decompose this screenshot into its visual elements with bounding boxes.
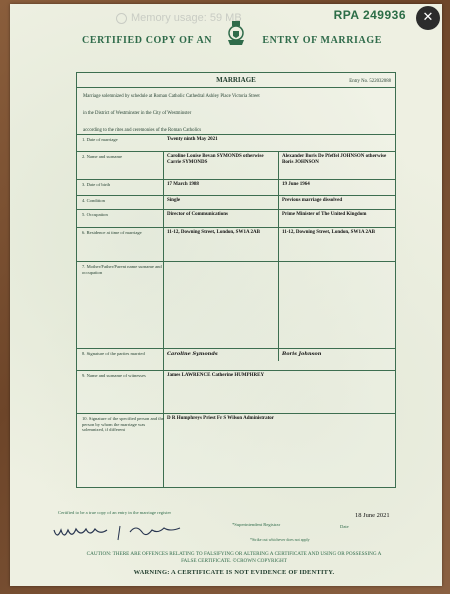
table-row xyxy=(77,134,395,152)
section-title-text: MARRIAGE xyxy=(216,76,256,84)
row-value-officiants: D R Humphreys Priest Fr S Wilson Administrator xyxy=(167,416,274,421)
row-value-bride: Caroline Louise Bevan SYMONDS otherwise Carrie SYMONDS xyxy=(167,154,264,165)
table-row xyxy=(77,261,395,349)
row-label: 2. Name and surname xyxy=(82,154,123,159)
heading-left: CERTIFIED COPY OF AN xyxy=(82,35,213,46)
table-row xyxy=(77,370,395,414)
entry-number: Entry No. 522032088 xyxy=(349,79,391,84)
certificate-heading xyxy=(82,35,382,46)
row-value-groom: Previous marriage dissolved xyxy=(282,198,343,203)
row-value-bride: Twenty ninth May 2021 xyxy=(167,137,218,142)
preamble-line: according to the rites and ceremonies of the Roman Catholics xyxy=(83,128,202,133)
signature-groom: Boris Johnson xyxy=(282,351,322,357)
row-value-groom: 11-12, Downing Street, London, SW1A 2AB xyxy=(282,230,375,235)
row-label: 4. Condition xyxy=(82,198,105,203)
row-label: 7. Mother/Father/Parent name surname and occupation xyxy=(82,264,162,275)
row-value-witnesses: James LAWRENCE Catherine HUMPHREY xyxy=(167,373,265,378)
row-value-bride: Director of Communications xyxy=(167,212,228,217)
row-label: 3. Date of birth xyxy=(82,182,111,187)
row-value-bride: 17 March 1988 xyxy=(167,182,199,187)
close-icon: ✕ xyxy=(422,10,434,25)
marriage-entry-table xyxy=(76,72,396,488)
preamble-line: Marriage solemnized by schedule at Roman Catholic Cathedral Ashley Place Victoria Street xyxy=(83,94,260,99)
registrar-signature xyxy=(50,520,230,542)
serial-number: RPA 249936 xyxy=(333,8,406,22)
strike-out-note: *Strike out whichever does not apply xyxy=(250,537,310,542)
row-label: 8. Signature of the parties married xyxy=(82,351,145,356)
date-label: Date xyxy=(340,524,349,529)
table-row xyxy=(77,227,395,262)
table-row xyxy=(77,348,395,371)
signatory-title: *Superintendent Registrar xyxy=(232,522,281,527)
certified-line: Certified to be a true copy of an entry in the marriage register xyxy=(58,510,172,515)
row-value-groom: Alexander Boris De Pfeffel JOHNSON otherwise Boris JOHNSON xyxy=(282,154,387,165)
row-label: 6. Residence at time of marriage xyxy=(82,230,142,235)
section-title xyxy=(77,73,395,88)
table-row xyxy=(77,179,395,196)
signature-bride: Caroline Symonds xyxy=(167,351,218,357)
row-value-groom: Prime Minister of The United Kingdom xyxy=(282,212,367,217)
row-label: 10. Signature of the specified person and the person by whom the marriage was solemnized, if different xyxy=(82,416,164,433)
table-row xyxy=(77,413,395,487)
memory-usage-overlay xyxy=(116,12,242,24)
close-button[interactable] xyxy=(416,6,440,30)
issue-date: 18 June 2021 xyxy=(355,512,390,519)
warning-notice: WARNING: A CERTIFICATE IS NOT EVIDENCE OF IDENTITY. xyxy=(133,569,335,576)
row-value-bride: Single xyxy=(167,198,181,203)
certificate-paper xyxy=(10,4,442,586)
memory-ring-icon xyxy=(116,13,127,24)
memory-usage-text: Memory usage: 59 MB xyxy=(131,12,242,24)
row-value-bride: 11-12, Downing Street, London, SW1A 2AB xyxy=(167,230,260,235)
heading-right: ENTRY OF MARRIAGE xyxy=(262,35,382,46)
table-row xyxy=(77,151,395,180)
row-label: 1. Date of marriage xyxy=(82,137,118,142)
row-label: 9. Name and surname of witnesses xyxy=(82,373,146,378)
row-label: 5. Occupation xyxy=(82,212,108,217)
preamble-line: in the District of Westminster in the City of Westminster xyxy=(83,111,192,116)
table-row xyxy=(77,209,395,228)
row-value-groom: 19 June 1964 xyxy=(282,182,310,187)
table-row xyxy=(77,195,395,210)
caution-notice: CAUTION: THERE ARE OFFENCES RELATING TO FALSIFYING OR ALTERING A CERTIFICATE AND USING OR POSSESSING A FALSE CERTIFICATE. ©CROWN COPYRIGHT xyxy=(86,551,382,564)
